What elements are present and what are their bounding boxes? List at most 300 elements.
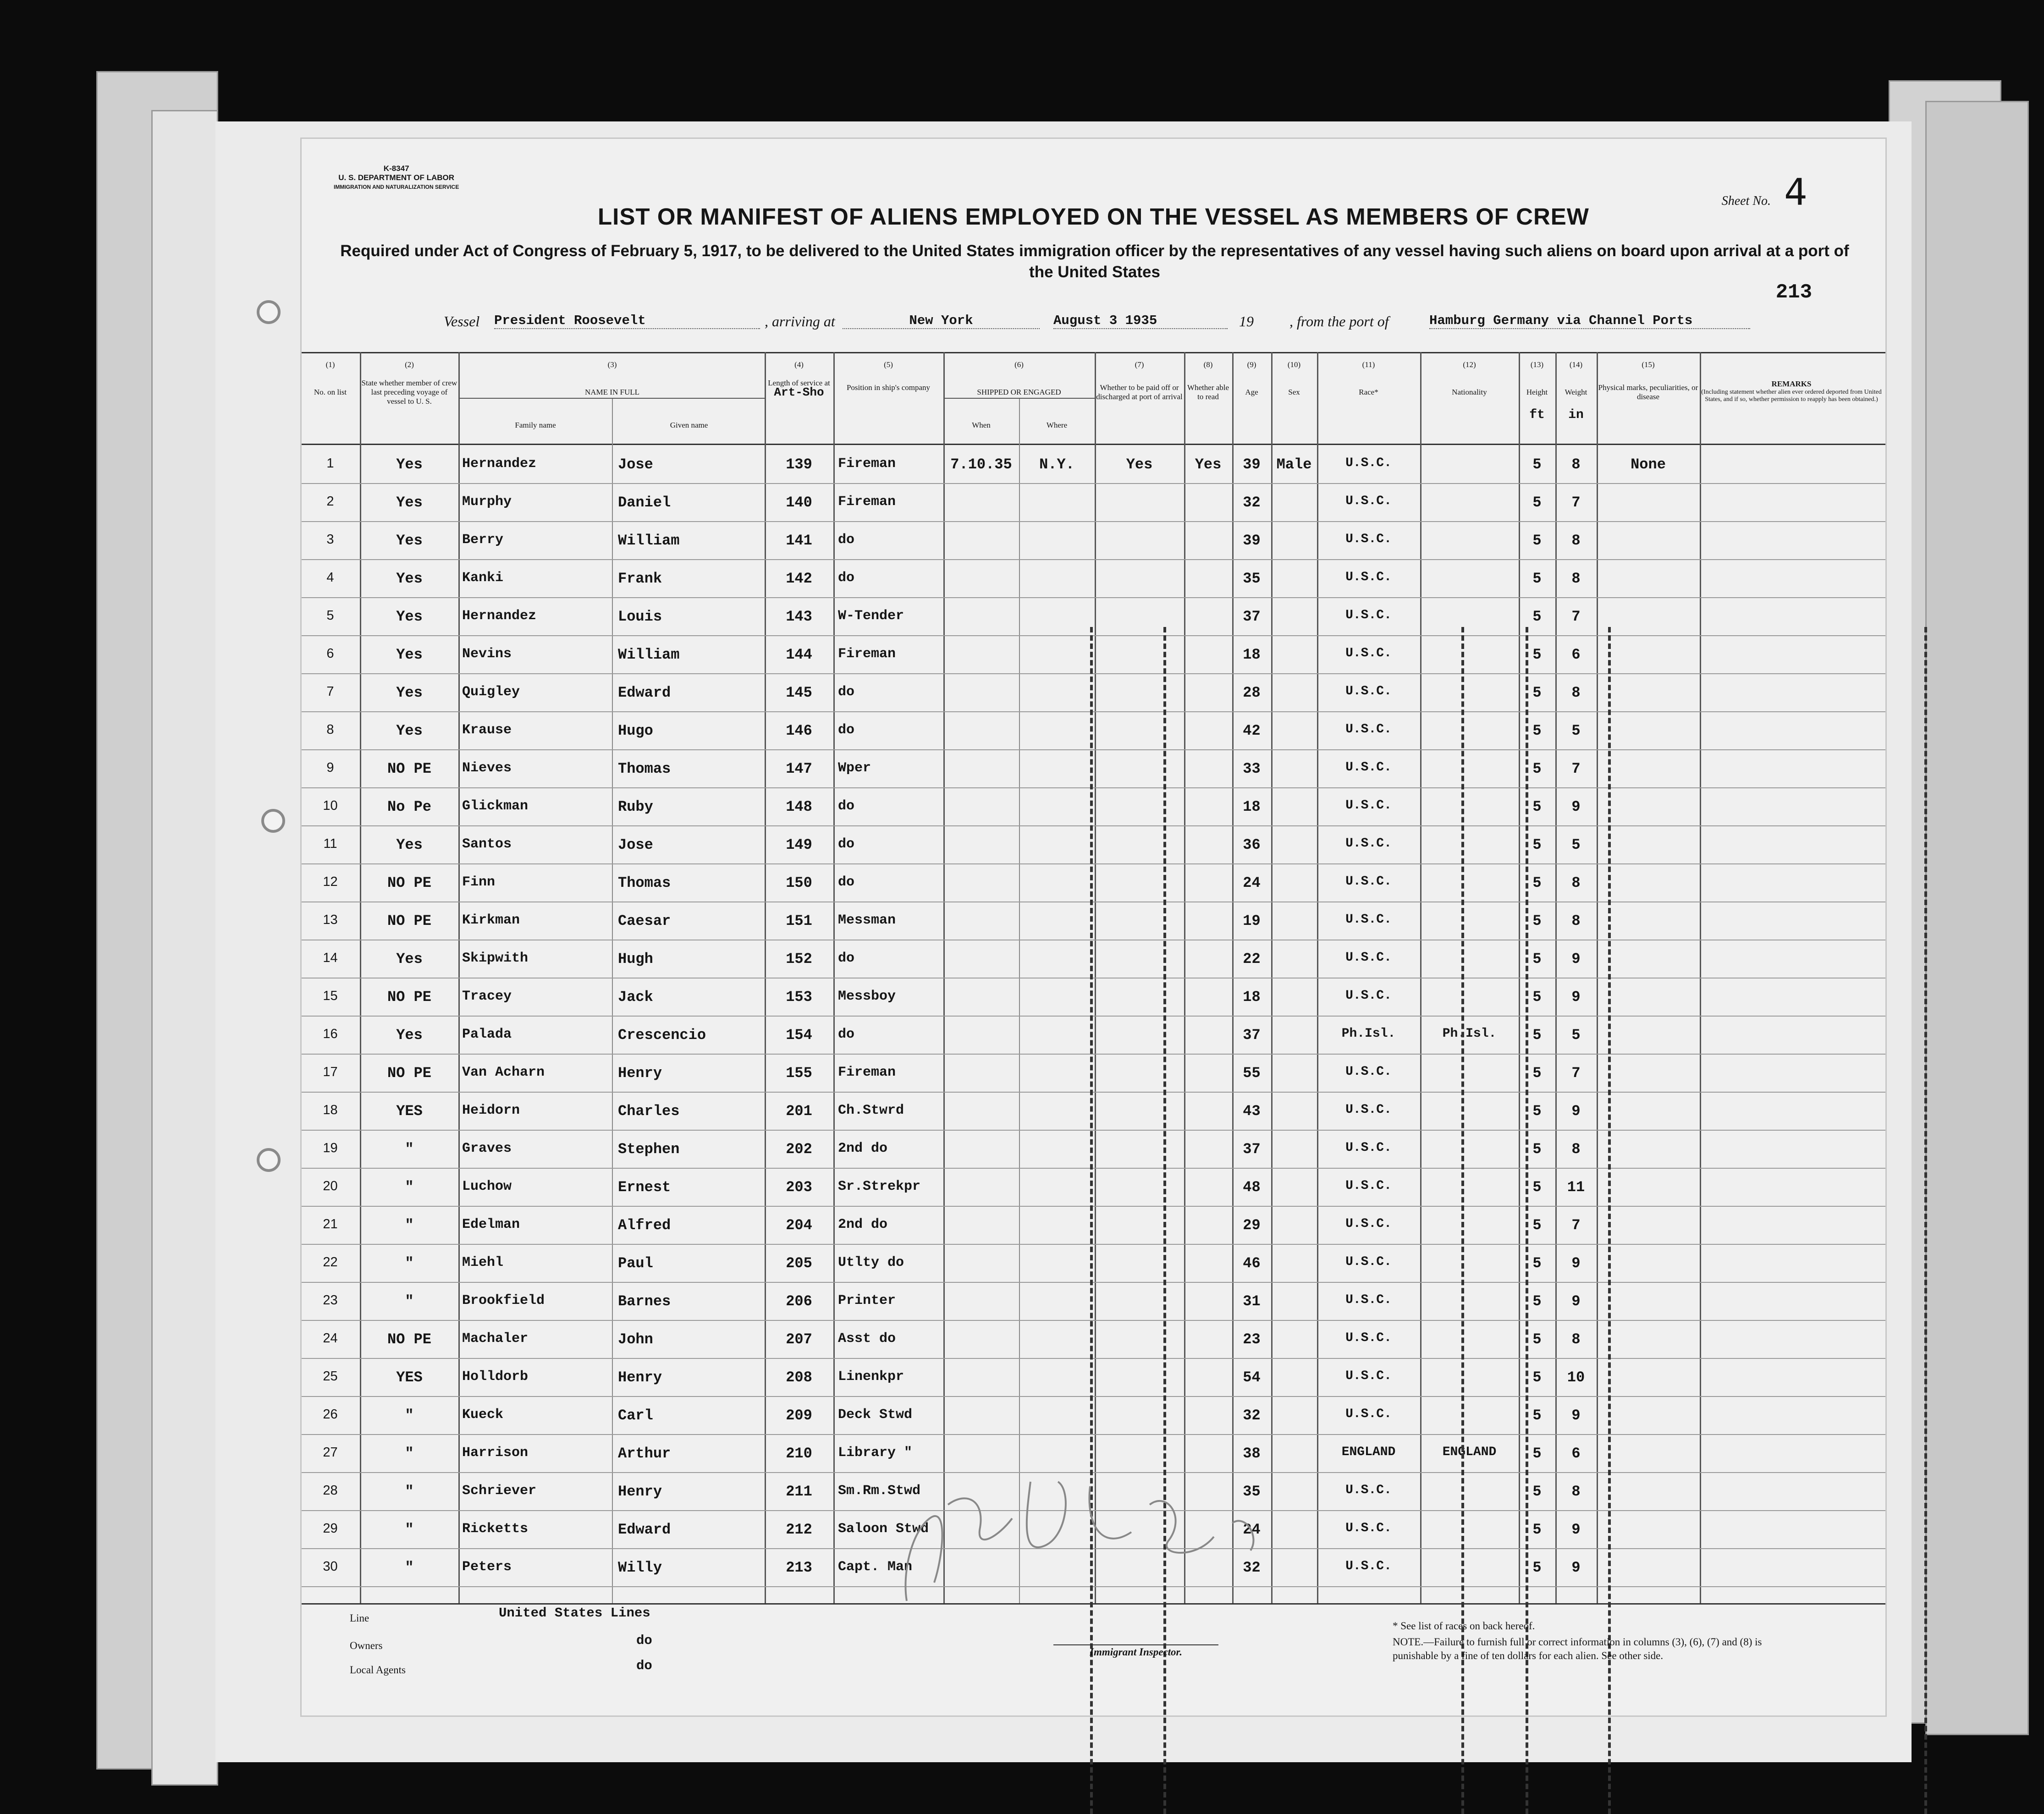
cell-race: U.S.C.	[1345, 684, 1392, 698]
cell-position: 2nd do	[838, 1217, 888, 1232]
table-row	[302, 484, 1885, 522]
cell-in: 8	[1571, 532, 1581, 549]
cell-in: 9	[1571, 1255, 1581, 1272]
cell-marks: None	[1631, 456, 1666, 473]
cell-no: 13	[323, 912, 338, 927]
vessel-line	[302, 313, 1885, 335]
line-label: Line	[350, 1612, 369, 1624]
cell-in: 8	[1571, 456, 1581, 473]
arrival-date: August 3 1935	[1053, 313, 1228, 329]
cell-sex: Male	[1276, 456, 1312, 473]
cell-position: do	[838, 836, 855, 852]
col-height-header	[1519, 360, 1555, 420]
cell-family: Edelman	[462, 1217, 520, 1232]
table-row	[302, 1321, 1885, 1358]
cell-in: 5	[1571, 722, 1581, 739]
cell-race: U.S.C.	[1345, 1065, 1392, 1079]
cell-position: Linenkpr	[838, 1369, 904, 1385]
col-nationality-header	[1420, 360, 1519, 397]
col-given-label: Given name	[670, 421, 708, 429]
col-sex-label: Sex	[1288, 388, 1300, 396]
cell-given: Henry	[618, 1065, 662, 1082]
cell-position: Deck Stwd	[838, 1407, 913, 1423]
table-row	[302, 864, 1885, 902]
cell-in: 9	[1571, 798, 1581, 815]
cell-ft: 5	[1532, 608, 1542, 625]
cell-given: Crescencio	[618, 1027, 706, 1044]
cell-no: 3	[326, 532, 334, 547]
col-age-num: (9)	[1247, 360, 1256, 369]
cell-position: do	[838, 570, 855, 586]
table-row	[302, 1283, 1885, 1320]
table-row	[302, 1093, 1885, 1130]
manifest-number: 213	[1775, 281, 1812, 304]
cell-given: Jose	[618, 836, 653, 853]
cell-prev: "	[405, 1407, 414, 1424]
col-where-label: Where	[1046, 421, 1068, 429]
cell-prev: "	[405, 1483, 414, 1500]
cell-prev: NO PE	[387, 874, 431, 891]
punch-hole	[257, 300, 281, 324]
cell-age: 18	[1243, 646, 1261, 663]
form-area	[300, 137, 1887, 1717]
department: U. S. DEPARTMENT OF LABOR	[338, 173, 455, 182]
col-service-header	[765, 360, 833, 397]
service-name: IMMIGRATION AND NATURALIZATION SERVICE	[334, 184, 459, 190]
cell-ft: 5	[1532, 1255, 1542, 1272]
cell-service: 145	[786, 684, 812, 701]
cell-race: U.S.C.	[1345, 1293, 1392, 1307]
cell-prev: NO PE	[387, 760, 431, 777]
cell-given: Henry	[618, 1369, 662, 1386]
col-weight-label: Weight	[1565, 388, 1587, 396]
col-remarks-header	[1700, 379, 1883, 403]
cell-service: 203	[786, 1179, 812, 1196]
table-row	[302, 1359, 1885, 1396]
cell-no: 23	[323, 1293, 338, 1308]
cell-prev: "	[405, 1141, 414, 1158]
departure-port: Hamburg Germany via Channel Ports	[1429, 313, 1750, 329]
cell-race: U.S.C.	[1345, 1141, 1392, 1155]
cell-position: Fireman	[838, 494, 896, 510]
cell-given: Thomas	[618, 874, 671, 891]
cell-service: 144	[786, 646, 812, 663]
cell-in: 5	[1571, 836, 1581, 853]
cell-prev: "	[405, 1445, 414, 1462]
cell-age: 32	[1243, 494, 1261, 511]
col-name-header	[460, 360, 765, 397]
cell-prev: "	[405, 1521, 414, 1538]
cell-prev: Yes	[396, 722, 423, 739]
cell-given: Ernest	[618, 1179, 671, 1196]
col-prev-num: (2)	[405, 360, 414, 369]
cell-race: U.S.C.	[1345, 1369, 1392, 1383]
col-marks-header	[1597, 360, 1700, 401]
cell-ft: 5	[1532, 874, 1542, 891]
ditto-mark-marks	[1924, 627, 1927, 1814]
cell-ft: 5	[1532, 456, 1542, 473]
arrival-port: New York	[843, 313, 1040, 329]
cell-nat: ENGLAND	[1442, 1445, 1497, 1459]
col-read-num: (8)	[1203, 360, 1213, 369]
cell-service: 212	[786, 1521, 812, 1538]
cell-no: 18	[323, 1103, 338, 1117]
cell-family: Finn	[462, 874, 496, 890]
cell-in: 9	[1571, 951, 1581, 967]
cell-race: U.S.C.	[1345, 760, 1392, 775]
cell-prev: No Pe	[387, 798, 431, 815]
cell-prev: YES	[396, 1369, 423, 1386]
cell-service: 206	[786, 1293, 812, 1310]
cell-in: 8	[1571, 1483, 1581, 1500]
cell-service: 211	[786, 1483, 812, 1500]
cell-race: U.S.C.	[1345, 456, 1392, 470]
table-top-rule	[302, 352, 1885, 353]
cell-no: 19	[323, 1141, 338, 1155]
col-no-label: No. on list	[314, 388, 347, 396]
cell-prev: Yes	[396, 951, 423, 967]
form-number: K-8347	[383, 164, 409, 173]
cell-no: 5	[326, 608, 334, 623]
cell-age: 33	[1243, 760, 1261, 777]
cell-service: 142	[786, 570, 812, 587]
cell-service: 209	[786, 1407, 812, 1424]
cell-service: 202	[786, 1141, 812, 1158]
col-shipped-header	[943, 360, 1095, 397]
table-row	[302, 940, 1885, 978]
cell-in: 5	[1571, 1027, 1581, 1044]
cell-given: Thomas	[618, 760, 671, 777]
cell-no: 15	[323, 989, 338, 1003]
cell-prev: NO PE	[387, 912, 431, 929]
cell-ft: 5	[1532, 1217, 1542, 1234]
cell-position: Sm.Rm.Stwd	[838, 1483, 921, 1499]
cell-race: U.S.C.	[1345, 532, 1392, 546]
cell-prev: "	[405, 1293, 414, 1310]
vessel-label: Vessel	[444, 313, 480, 330]
cell-family: Santos	[462, 836, 512, 852]
cell-no: 6	[326, 646, 334, 661]
cell-family: Graves	[462, 1141, 512, 1156]
col-when-label: When	[972, 421, 991, 429]
sheet-number: 4	[1784, 171, 1807, 214]
cell-in: 8	[1571, 874, 1581, 891]
cell-family: Krause	[462, 722, 512, 738]
cell-no: 12	[323, 874, 338, 889]
cell-given: Jose	[618, 456, 653, 473]
cell-service: 148	[786, 798, 812, 815]
arriving-label: , arriving at	[765, 313, 835, 330]
cell-race: U.S.C.	[1345, 1559, 1392, 1573]
cell-given: Hugh	[618, 951, 653, 967]
cell-ft: 5	[1532, 912, 1542, 929]
cell-ft: 5	[1532, 989, 1542, 1006]
cell-in: 7	[1571, 1065, 1581, 1082]
cell-family: Berry	[462, 532, 504, 548]
cell-in: 11	[1567, 1179, 1585, 1196]
cell-race: U.S.C.	[1345, 1331, 1392, 1345]
cell-prev: "	[405, 1255, 414, 1272]
cell-age: 46	[1243, 1255, 1261, 1272]
cell-service: 155	[786, 1065, 812, 1082]
cell-position: Printer	[838, 1293, 896, 1308]
agents-value: do	[636, 1658, 652, 1673]
table-row	[302, 1397, 1885, 1435]
cell-race: U.S.C.	[1345, 798, 1392, 813]
cell-no: 11	[323, 836, 337, 851]
cell-given: Arthur	[618, 1445, 671, 1462]
cell-position: Fireman	[838, 456, 896, 472]
cell-position: do	[838, 684, 855, 700]
cell-given: Carl	[618, 1407, 653, 1424]
col-prev-label: State whether member of crew last preceding voyage of vessel to U. S.	[361, 379, 457, 406]
col-shipped-num: (6)	[1014, 360, 1024, 369]
cell-position: Asst do	[838, 1331, 896, 1347]
cell-family: Quigley	[462, 684, 520, 700]
cell-family: Heidorn	[462, 1103, 520, 1118]
cell-given: Frank	[618, 570, 662, 587]
cell-no: 7	[326, 684, 334, 699]
table-row	[302, 636, 1885, 674]
cell-prev: NO PE	[387, 1331, 431, 1348]
cell-ft: 5	[1532, 1407, 1542, 1424]
cell-no: 9	[326, 760, 334, 775]
cell-family: Kirkman	[462, 912, 520, 928]
cell-given: Louis	[618, 608, 662, 625]
from-port-label: , from the port of	[1289, 313, 1389, 330]
year-label: 19	[1239, 313, 1254, 330]
cell-nat: Ph.Isl.	[1442, 1027, 1497, 1041]
cell-service: 150	[786, 874, 812, 891]
cell-position: do	[838, 951, 855, 966]
cell-in: 6	[1571, 1445, 1581, 1462]
cell-in: 7	[1571, 760, 1581, 777]
table-row	[302, 978, 1885, 1016]
cell-age: 32	[1243, 1559, 1261, 1576]
cell-position: do	[838, 798, 855, 814]
col-read-label: Whether able to read	[1187, 383, 1229, 401]
cell-ft: 5	[1532, 494, 1542, 511]
cell-prev: NO PE	[387, 989, 431, 1006]
cell-ft: 5	[1532, 1369, 1542, 1386]
cell-position: 2nd do	[838, 1141, 888, 1156]
cell-service: 204	[786, 1217, 812, 1234]
cell-given: Edward	[618, 684, 671, 701]
cell-prev: Yes	[396, 494, 423, 511]
cell-no: 4	[326, 570, 334, 585]
cell-race: U.S.C.	[1345, 1407, 1392, 1421]
cell-in: 6	[1571, 646, 1581, 663]
cell-ft: 5	[1532, 532, 1542, 549]
cell-age: 48	[1243, 1179, 1261, 1196]
cell-family: Tracey	[462, 989, 512, 1004]
cell-age: 24	[1243, 874, 1261, 891]
cell-prev: "	[405, 1179, 414, 1196]
col-height-unit: ft	[1529, 408, 1545, 422]
cell-given: Edward	[618, 1521, 671, 1538]
punch-hole	[257, 1148, 281, 1172]
cell-family: Kanki	[462, 570, 504, 586]
table-row	[302, 750, 1885, 788]
cell-prev: Yes	[396, 684, 423, 701]
cell-position: Fireman	[838, 1065, 896, 1080]
cell-ft: 5	[1532, 760, 1542, 777]
col-marks-label: Physical marks, peculiarities, or disease	[1598, 383, 1698, 401]
col-prev-header	[361, 360, 457, 406]
cell-age: 32	[1243, 1407, 1261, 1424]
cell-ft: 5	[1532, 1027, 1542, 1044]
cell-family: Hernandez	[462, 608, 537, 624]
col-family-label: Family name	[515, 421, 556, 429]
cell-race: U.S.C.	[1345, 1179, 1392, 1193]
cell-age: 18	[1243, 989, 1261, 1006]
cell-given: William	[618, 646, 680, 663]
col-paid-header	[1095, 360, 1184, 401]
cell-in: 8	[1571, 684, 1581, 701]
cell-position: do	[838, 874, 855, 890]
cell-service: 143	[786, 608, 812, 625]
cell-age: 39	[1243, 456, 1261, 473]
header-bottom-rule	[302, 444, 1885, 445]
cell-age: 36	[1243, 836, 1261, 853]
col-shipped-label: SHIPPED OR ENGAGED	[977, 388, 1061, 396]
table-row	[302, 902, 1885, 940]
cell-race: ENGLAND	[1341, 1445, 1396, 1459]
cell-service: 140	[786, 494, 812, 511]
cell-position: do	[838, 532, 855, 548]
cell-age: 24	[1243, 1521, 1261, 1538]
cell-service: 152	[786, 951, 812, 967]
col-read-header	[1184, 360, 1232, 401]
penalty-note: NOTE.—Failure to furnish full or correct information in columns (3), (6), (7) and (8) is punishable by a fine of ten dollars for each alien. See other side.	[1393, 1636, 1762, 1661]
cell-race: U.S.C.	[1345, 1103, 1392, 1117]
cell-ft: 5	[1532, 1559, 1542, 1576]
cell-no: 27	[323, 1445, 338, 1460]
cell-in: 7	[1571, 608, 1581, 625]
cell-position: W-Tender	[838, 608, 904, 624]
cell-age: 43	[1243, 1103, 1261, 1120]
col-age-label: Age	[1245, 388, 1258, 396]
col-marks-num: (15)	[1642, 360, 1655, 369]
cell-age: 29	[1243, 1217, 1261, 1234]
sheet-label: Sheet No.	[1721, 194, 1771, 208]
cell-age: 35	[1243, 1483, 1261, 1500]
cell-ft: 5	[1532, 722, 1542, 739]
cell-no: 2	[326, 494, 334, 509]
cell-position: do	[838, 722, 855, 738]
col-race-label: Race*	[1359, 388, 1378, 396]
cell-service: 149	[786, 836, 812, 853]
col-position-header	[833, 360, 943, 392]
table-row	[302, 522, 1885, 560]
cell-in: 10	[1567, 1369, 1585, 1386]
cell-race: U.S.C.	[1345, 912, 1392, 927]
cell-no: 16	[323, 1027, 338, 1041]
cell-position: Capt. Man	[838, 1559, 913, 1575]
cell-ft: 5	[1532, 1179, 1542, 1196]
line-value: United States Lines	[499, 1605, 650, 1621]
cell-age: 28	[1243, 684, 1261, 701]
col-position-num: (5)	[884, 360, 893, 369]
table-row	[302, 712, 1885, 750]
cell-prev: Yes	[396, 456, 423, 473]
cell-given: Charles	[618, 1103, 680, 1120]
cell-race: U.S.C.	[1345, 722, 1392, 737]
cell-family: Schriever	[462, 1483, 537, 1499]
col-race-header	[1317, 360, 1420, 397]
cell-age: 38	[1243, 1445, 1261, 1462]
inspector-label: Immigrant Inspector.	[1053, 1644, 1218, 1658]
cell-given: Stephen	[618, 1141, 680, 1158]
col-weight-header	[1555, 360, 1597, 420]
cell-ft: 5	[1532, 1331, 1542, 1348]
cell-race: U.S.C.	[1345, 989, 1392, 1003]
col-race-num: (11)	[1362, 360, 1375, 369]
cell-ft: 5	[1532, 1483, 1542, 1500]
cell-when: 7.10.35	[950, 456, 1012, 473]
cell-given: Daniel	[618, 494, 671, 511]
cell-prev: Yes	[396, 646, 423, 663]
cell-age: 35	[1243, 570, 1261, 587]
shipped-split-rule	[943, 398, 1095, 399]
cell-prev: Yes	[396, 608, 423, 625]
col-service-label: Length of service at	[768, 379, 830, 387]
col-position-label: Position in ship's company	[846, 383, 931, 392]
cell-in: 9	[1571, 1407, 1581, 1424]
cell-race: U.S.C.	[1345, 570, 1392, 584]
owners-value: do	[636, 1633, 652, 1648]
cell-service: 139	[786, 456, 812, 473]
cell-paid: Yes	[1126, 456, 1153, 473]
cell-age: 19	[1243, 912, 1261, 929]
table-row	[302, 674, 1885, 712]
cell-prev: "	[405, 1559, 414, 1576]
cell-no: 1	[326, 456, 334, 471]
col-nationality-num: (12)	[1463, 360, 1476, 369]
cell-service: 205	[786, 1255, 812, 1272]
cell-ft: 5	[1532, 798, 1542, 815]
cell-no: 21	[323, 1217, 338, 1231]
col-service-num: (4)	[794, 360, 804, 369]
paper-stack-left-inner	[151, 110, 218, 1786]
cell-ft: 5	[1532, 570, 1542, 587]
cell-position: Messboy	[838, 989, 896, 1004]
col-name-label: NAME IN FULL	[585, 388, 639, 396]
cell-family: Miehl	[462, 1255, 504, 1270]
cell-in: 9	[1571, 1559, 1581, 1576]
cell-no: 29	[323, 1521, 338, 1536]
inspector-signature	[893, 1463, 1306, 1610]
col-paid-num: (7)	[1135, 360, 1144, 369]
cell-family: Kueck	[462, 1407, 504, 1423]
cell-ft: 5	[1532, 836, 1542, 853]
table-row	[302, 560, 1885, 598]
cell-age: 18	[1243, 798, 1261, 815]
table-row	[302, 788, 1885, 826]
cell-race: U.S.C.	[1345, 951, 1392, 965]
cell-given: Caesar	[618, 912, 671, 929]
cell-service: 201	[786, 1103, 812, 1120]
cell-in: 9	[1571, 989, 1581, 1006]
cell-in: 7	[1571, 494, 1581, 511]
cell-family: Van Acharn	[462, 1065, 545, 1080]
cell-family: Brookfield	[462, 1293, 545, 1308]
cell-race: U.S.C.	[1345, 1217, 1392, 1231]
cell-given: Henry	[618, 1483, 662, 1500]
paper-stack-right-back	[1925, 101, 2029, 1735]
cell-given: John	[618, 1331, 653, 1348]
col-paid-label: Whether to be paid off or discharged at port of arrival	[1096, 383, 1183, 401]
